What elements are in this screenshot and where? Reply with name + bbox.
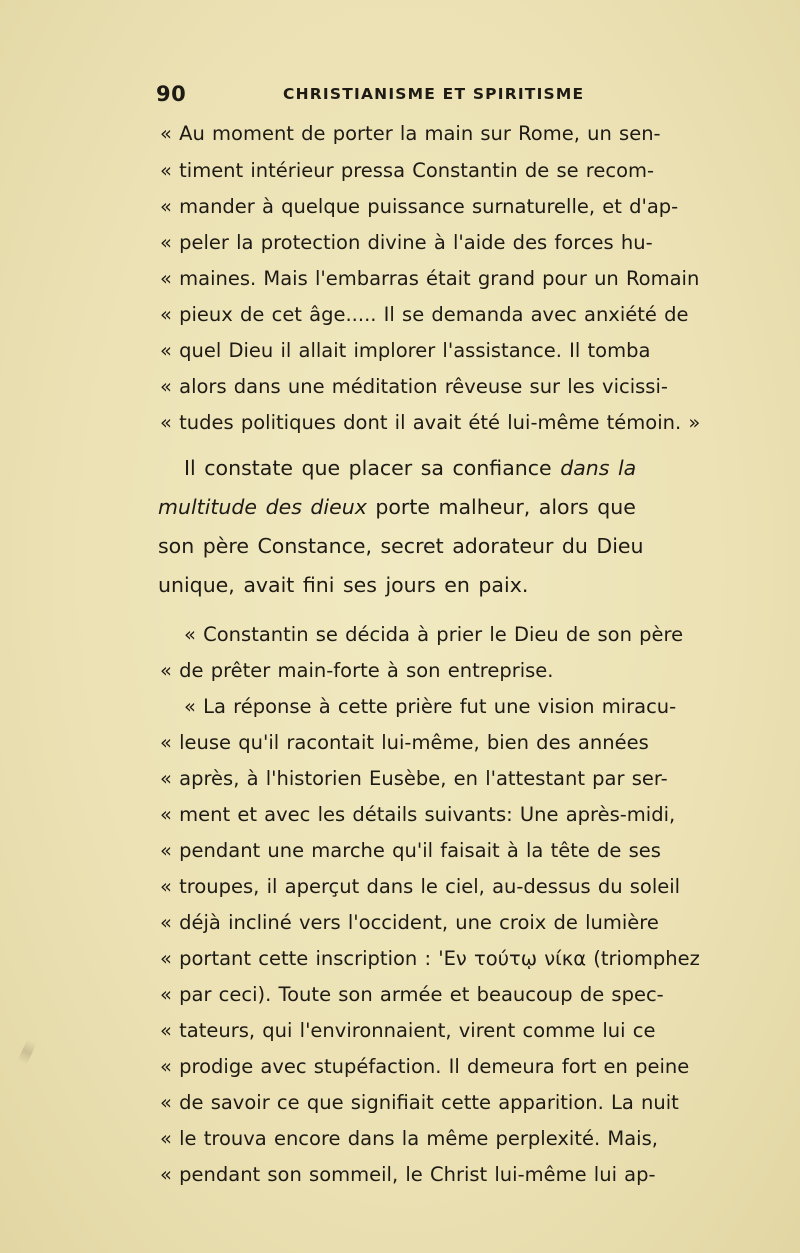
text-line: « pendant une marche qu'il faisait à la tête de ses [160, 839, 661, 862]
text-line: « tudes politiques dont il avait été lui-même témoin. » [160, 411, 701, 434]
text-line: « déjà incliné vers l'occident, une croix de lumière [160, 911, 659, 934]
text-line: « timent intérieur pressa Constantin de se recom- [160, 159, 655, 182]
text-line: « Constantin se décida à prier le Dieu de son père [184, 623, 684, 646]
text-line: « La réponse à cette prière fut une vision miracu- [184, 695, 677, 718]
text-line: « ment et avec les détails suivants: Une après-midi, [160, 803, 676, 826]
text-line: « de prêter main-forte à son entreprise. [160, 659, 554, 682]
text-line: « prodige avec stupéfaction. Il demeura fort en peine [160, 1055, 690, 1078]
text-line: « pendant son sommeil, le Christ lui-même lui ap- [160, 1163, 656, 1186]
running-title: CHRISTIANISME ET SPIRITISME [283, 85, 585, 103]
text-line: « leuse qu'il racontait lui-même, bien des années [160, 731, 649, 754]
text-line: « pieux de cet âge..... Il se demanda avec anxiété de [160, 303, 689, 326]
text-line: « portant cette inscription : 'Εν τούτῳ νίκα (triomphez [160, 947, 700, 970]
text-line: unique, avait fini ses jours en paix. [158, 573, 529, 597]
text-line: multitude des dieux porte malheur, alors que [158, 495, 636, 519]
text-line: son père Constance, secret adorateur du Dieu [158, 534, 644, 558]
text-line: « tateurs, qui l'environnaient, virent comme lui ce [160, 1019, 656, 1042]
text-line: « après, à l'historien Eusèbe, en l'attestant par ser- [160, 767, 668, 790]
text-line: « mander à quelque puissance surnaturelle, et d'ap- [160, 195, 679, 218]
text-line: Il constate que placer sa confiance dans la [184, 456, 637, 480]
page-number: 90 [156, 82, 187, 106]
text-line: « Au moment de porter la main sur Rome, un sen- [160, 122, 661, 145]
text-line: « alors dans une méditation rêveuse sur les vicissi- [160, 375, 668, 398]
text-line: « quel Dieu il allait implorer l'assistance. Il tomba [160, 339, 651, 362]
text-line: « peler la protection divine à l'aide des forces hu- [160, 231, 653, 254]
text-line: « de savoir ce que signifiait cette apparition. La nuit [160, 1091, 679, 1114]
text-line: « maines. Mais l'embarras était grand pour un Romain [160, 267, 700, 290]
text-line: « troupes, il aperçut dans le ciel, au-dessus du soleil [160, 875, 681, 898]
paper-crease-mark [17, 1039, 36, 1065]
text-line: « le trouva encore dans la même perplexité. Mais, [160, 1127, 658, 1150]
italic-text: multitude des dieux [158, 495, 367, 519]
page-header [0, 82, 800, 114]
text-line: « par ceci). Toute son armée et beaucoup de spec- [160, 983, 664, 1006]
italic-text: dans la [560, 456, 637, 480]
